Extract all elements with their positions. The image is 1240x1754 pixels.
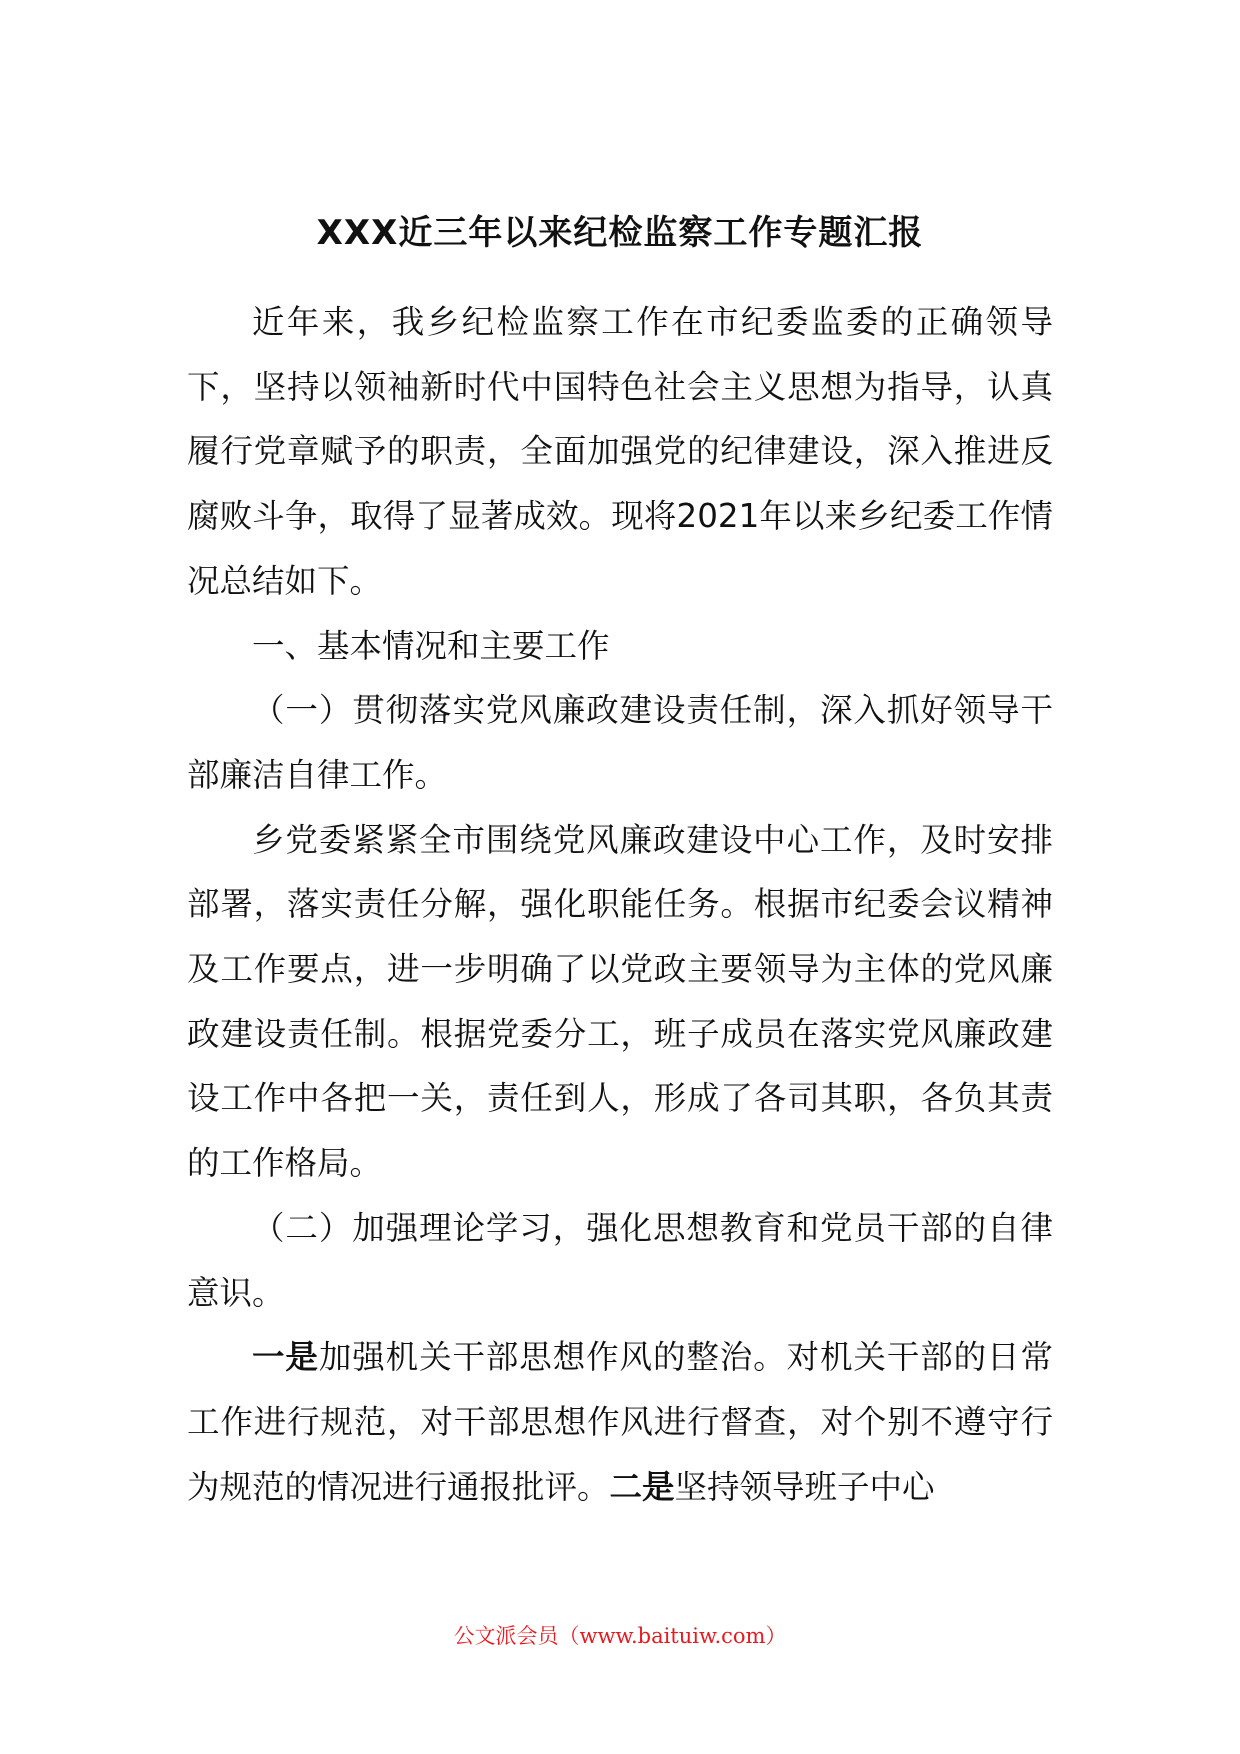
- bold-lead-first: 一是: [252, 1338, 319, 1377]
- paragraph-intro: 近年来，我乡纪检监察工作在市纪委监委的正确领导下，坚持以领袖新时代中国特色社会主义思想为指导，认真履行党章赋予的职责，全面加强党的纪律建设，深入推进反腐败斗争，取得了显著成效。现将2021年以来乡纪委工作情况总结如下。: [187, 303, 1053, 600]
- paragraph-responsibility: 乡党委紧紧全市围绕党风廉政建设中心工作，及时安排部署，落实责任分解，强化职能任务。根据市纪委会议精神及工作要点，进一步明确了以党政主要领导为主体的党风廉政建设责任制。根据党委分工，班子成员在落实党风廉政建设工作中各把一关，责任到人，形成了各司其职，各负其责的工作格局。: [187, 820, 1053, 1183]
- document-title: XXX近三年以来纪检监察工作专题汇报: [316, 213, 924, 253]
- subsection-heading-1: （一）贯彻落实党风廉政建设责任制，深入抓好领导干部廉洁自律工作。: [187, 691, 1053, 794]
- measure-text-first: 加强机关干部思想作风的整治。对机关干部的日常工作进行规范，对干部思想作风进行督查，对个别不遵守行为规范的情况进行通报批评。: [187, 1338, 1053, 1506]
- subsection-heading-2: （二）加强理论学习，强化思想教育和党员干部的自律意识。: [187, 1208, 1053, 1312]
- bold-lead-second: 二是: [609, 1467, 675, 1506]
- measure-text-second: 坚持领导班子中心: [674, 1467, 935, 1506]
- paragraph-measures: [187, 1325, 1053, 1519]
- document-body: [187, 290, 1053, 1519]
- section-heading-1: 一、基本情况和主要工作: [252, 626, 610, 665]
- footer-watermark: 公文派会员（www.baituiw.com）: [453, 1624, 787, 1648]
